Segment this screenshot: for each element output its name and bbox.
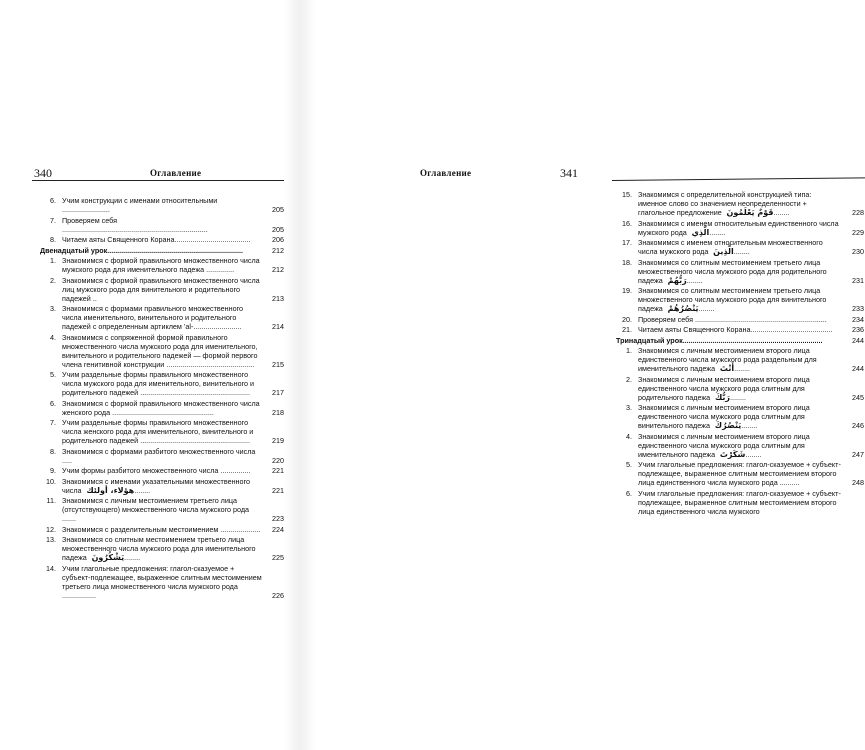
entry-text: Двенадцатый урок.................................................................... bbox=[40, 245, 243, 255]
entry-title bbox=[62, 496, 284, 523]
entry-page: 224 bbox=[272, 524, 284, 534]
leader-dots: ........ bbox=[709, 227, 726, 237]
toc-entry bbox=[40, 216, 284, 234]
toc-entry bbox=[616, 190, 864, 217]
entry-title bbox=[62, 564, 284, 600]
entry-number: 6. bbox=[50, 196, 56, 205]
entry-page: 229 bbox=[852, 227, 864, 237]
entry-title bbox=[62, 447, 284, 465]
arabic-example: يَنْصُرُهُمْ bbox=[664, 304, 699, 313]
entry-text: Знакомимся с формой правильного множественного числа лиц мужского рода для винительного и родительного падежей .. bbox=[62, 275, 260, 303]
entry-number: 8. bbox=[50, 235, 56, 244]
right-page bbox=[300, 0, 864, 750]
entry-number: 21. bbox=[622, 325, 632, 334]
entry-number: 15. bbox=[622, 190, 632, 199]
entry-title bbox=[638, 315, 864, 324]
entry-title bbox=[638, 489, 864, 516]
entry-number: 16. bbox=[622, 218, 632, 228]
entry-number: 2. bbox=[626, 374, 632, 384]
entry-number: 6. bbox=[626, 488, 632, 498]
entry-text: Знакомимся со слитным местоимением третьего лица множественного числа мужского рода для родительного падежа bbox=[638, 257, 827, 285]
entry-text: Тринадцатый урок...................................................................... bbox=[616, 335, 823, 345]
toc-entry bbox=[616, 346, 864, 373]
entry-page: 212 bbox=[272, 245, 284, 255]
page-number: 340 bbox=[34, 166, 52, 180]
entry-page: 236 bbox=[852, 325, 864, 334]
toc-entry bbox=[40, 564, 284, 600]
entry-text: Знакомимся с формой правильного множественного числа женского рода ................................................... bbox=[62, 398, 260, 417]
toc-entry bbox=[616, 286, 864, 313]
entry-title bbox=[638, 238, 864, 256]
entry-page: 234 bbox=[852, 314, 864, 324]
entry-number: 11. bbox=[46, 496, 56, 505]
entry-page: 205 bbox=[272, 205, 284, 214]
entry-number: 18. bbox=[622, 257, 632, 267]
entry-text: Знакомимся с формой правильного множественного числа мужского рода для именительного падежа .............. bbox=[62, 256, 260, 274]
toc-entry bbox=[40, 447, 284, 465]
entry-number: 20. bbox=[622, 314, 632, 324]
entry-text: Учим глагольные предложения: глагол-сказуемое + субъект-подлежащее, выраженное слитным местоимением третьего лица множественного числа мужского рода ................. bbox=[62, 563, 262, 600]
entry-page: 213 bbox=[272, 293, 284, 303]
entry-text: Учим раздельные формы правильного множественного числа мужского рода для именительного, винительного и родительного падежей ....................................................... bbox=[62, 370, 255, 397]
entry-title bbox=[40, 246, 284, 255]
entry-text: Учим глагольные предложения: глагол-сказуемое + субъект-подлежащее, выраженное слитным местоимением второго лица единственного числа мужского рода .......... bbox=[638, 460, 841, 487]
entry-title bbox=[62, 196, 284, 214]
entry-number: 2. bbox=[50, 275, 56, 285]
entry-text: Знакомимся со слитным местоимением третьего лица множественного числа мужского рода для винительного падежа bbox=[638, 286, 827, 313]
entry-number: 4. bbox=[626, 431, 632, 441]
leader-dots: ........ bbox=[730, 392, 747, 402]
left-page bbox=[0, 0, 300, 750]
page-gutter-shadow bbox=[300, 0, 316, 750]
entry-page: 223 bbox=[272, 514, 284, 523]
toc-entry bbox=[40, 399, 284, 417]
entry-text: Знакомимся с именами указательными множественного числа bbox=[62, 476, 250, 495]
entry-number: 12. bbox=[46, 524, 56, 534]
entry-page: 221 bbox=[272, 466, 284, 475]
entry-number: 7. bbox=[50, 418, 56, 427]
leader-dots: ........ bbox=[745, 449, 762, 459]
toc-entry bbox=[40, 535, 284, 562]
entry-page: 219 bbox=[272, 436, 284, 445]
entry-page: 214 bbox=[272, 322, 284, 331]
entry-title bbox=[638, 403, 864, 430]
arabic-example: أَنْتَ bbox=[717, 364, 735, 373]
toc-entry bbox=[616, 432, 864, 459]
leader-dots: ........ bbox=[773, 208, 790, 217]
entry-number: 10. bbox=[46, 476, 56, 486]
arabic-example: يَنْصُرُكَ bbox=[711, 421, 742, 430]
entry-title bbox=[62, 466, 284, 475]
entry-text: Знакомимся с личным местоимением второго лица единственного числа мужского рода раздельным для именительного падежа bbox=[638, 346, 817, 373]
entry-page: 248 bbox=[852, 478, 864, 487]
header-rule bbox=[32, 180, 284, 181]
entry-text: Знакомимся с формами правильного множественного числа именительного, винительного и родительного падежей с определенным артиклем ’al-........................ bbox=[62, 304, 244, 331]
toc-entry bbox=[40, 196, 284, 214]
entry-page: 244 bbox=[852, 364, 864, 373]
toc-lesson-heading bbox=[616, 336, 864, 345]
entry-number: 1. bbox=[50, 256, 56, 265]
arabic-example: شَكَرْتَ bbox=[717, 449, 746, 459]
entry-title bbox=[638, 346, 864, 373]
toc-entry bbox=[616, 238, 864, 256]
entry-number: 4. bbox=[50, 332, 56, 342]
entry-text: Знакомимся с определительной конструкцией типа: именное слово со значением неопределенности + глагольное предложение bbox=[638, 190, 812, 217]
entry-page: 215 bbox=[272, 359, 284, 369]
entry-number: 14. bbox=[46, 563, 56, 573]
entry-number: 3. bbox=[50, 304, 56, 313]
page-gutter-shadow bbox=[284, 0, 300, 750]
entry-page: 206 bbox=[272, 235, 284, 244]
leader-dots: ........ bbox=[741, 421, 758, 430]
entry-text: Проверяем себя ......................................................................... bbox=[62, 215, 208, 234]
entry-text: Знакомимся с разделительным местоимением .................... bbox=[62, 524, 261, 534]
entry-title bbox=[638, 219, 864, 237]
toc-entry bbox=[40, 276, 284, 303]
entry-text: Знакомимся с личным местоимением третьего лица (отсутствующего) множественного числа мужского рода ....... bbox=[62, 496, 250, 523]
entry-page: 217 bbox=[272, 388, 284, 397]
entry-title bbox=[62, 477, 284, 495]
entry-number: 1. bbox=[626, 346, 632, 355]
entry-number: 5. bbox=[626, 460, 632, 469]
entry-page: 245 bbox=[852, 392, 864, 402]
entry-page: 218 bbox=[272, 407, 284, 417]
entry-text: Учим раздельные формы правильного множественного числа женского рода для именительного, винительного и родительного падежей ....................................................... bbox=[62, 418, 254, 445]
leader-dots: ........ bbox=[733, 247, 750, 256]
toc-entry bbox=[40, 525, 284, 534]
toc-entry bbox=[616, 489, 864, 516]
entry-number: 9. bbox=[50, 466, 56, 475]
toc-entry bbox=[40, 370, 284, 397]
entry-title bbox=[62, 333, 284, 369]
leader-dots: ........ bbox=[124, 553, 141, 562]
entry-title bbox=[638, 460, 864, 487]
entry-title bbox=[62, 399, 284, 417]
entry-title bbox=[638, 286, 864, 313]
entry-text: Читаем аяты Священного Корана......................................... bbox=[638, 325, 833, 334]
leader-dots: ........ bbox=[734, 364, 751, 373]
entry-title bbox=[638, 375, 864, 402]
entry-title bbox=[638, 432, 864, 459]
entry-title bbox=[62, 535, 284, 562]
toc-list bbox=[616, 190, 864, 517]
page-number: 341 bbox=[560, 166, 578, 180]
entry-title bbox=[62, 216, 284, 234]
toc-entry bbox=[40, 477, 284, 495]
toc-entry bbox=[40, 418, 284, 445]
toc-entry bbox=[40, 256, 284, 274]
toc-entry bbox=[40, 304, 284, 331]
entry-title bbox=[638, 190, 864, 217]
leader-dots: ........ bbox=[134, 485, 151, 495]
toc-list bbox=[40, 196, 284, 601]
entry-title bbox=[62, 370, 284, 397]
entry-title bbox=[62, 304, 284, 331]
entry-title bbox=[62, 235, 284, 244]
entry-text: Знакомимся с формами разбитого множественного числа ..... bbox=[62, 446, 256, 465]
entry-title bbox=[638, 258, 864, 285]
entry-title bbox=[62, 276, 284, 303]
entry-text: Учим конструкции с именами относительными ........................ bbox=[62, 196, 218, 214]
running-head: Оглавление bbox=[420, 168, 472, 178]
toc-lesson-heading bbox=[40, 246, 284, 255]
entry-text: Знакомимся со слитным местоимением третьего лица множественного числа мужского рода для именительного падежа bbox=[62, 535, 256, 562]
entry-page: 244 bbox=[852, 335, 864, 345]
entry-number: 5. bbox=[50, 370, 56, 379]
entry-page: 220 bbox=[272, 455, 284, 465]
arabic-example: رَبُّهُمْ bbox=[664, 275, 687, 285]
entry-number: 8. bbox=[50, 446, 56, 456]
entry-title bbox=[62, 256, 284, 274]
entry-page: 212 bbox=[272, 265, 284, 274]
running-head: Оглавление bbox=[150, 168, 202, 178]
entry-number: 19. bbox=[622, 286, 632, 295]
entry-page: 233 bbox=[852, 304, 864, 313]
entry-title bbox=[62, 525, 284, 534]
entry-text: Учим глагольные предложения: глагол-сказуемое + субъект-подлежащее, выраженное слитным местоимением второго лица единственного числа мужского bbox=[638, 488, 841, 516]
leader-dots: ........ bbox=[698, 304, 715, 313]
entry-page: 246 bbox=[852, 421, 864, 430]
entry-title bbox=[616, 336, 864, 345]
entry-text: Проверяем себя .................................................................. bbox=[638, 314, 827, 324]
entry-text: Знакомимся с личным местоимением второго лица единственного числа мужского рода слитным для родительного падежа bbox=[638, 374, 810, 402]
entry-number: 6. bbox=[50, 398, 56, 408]
entry-number: 17. bbox=[622, 238, 632, 247]
entry-text: Знакомимся с именем относительным множественного числа мужского рода bbox=[638, 238, 823, 256]
header-rule bbox=[612, 177, 865, 181]
toc-entry bbox=[40, 496, 284, 523]
arabic-example: قَوْمٌ يَعْلَمُونَ bbox=[723, 208, 774, 217]
entry-title bbox=[638, 325, 864, 334]
arabic-example: يَشْكُرُونَ bbox=[88, 553, 125, 562]
leader-dots: ........ bbox=[686, 275, 703, 285]
entry-text: Знакомимся с личным местоимением второго лица единственного числа мужского рода слитным для винительного падежа bbox=[638, 403, 810, 430]
entry-page: 225 bbox=[272, 553, 284, 562]
toc-entry bbox=[40, 333, 284, 369]
arabic-example: رَبُّكَ bbox=[712, 392, 731, 402]
toc-entry bbox=[616, 315, 864, 324]
entry-text: Знакомимся с личным местоимением второго лица единственного числа мужского рода слитным для именительного падежа bbox=[638, 431, 810, 459]
entry-number: 13. bbox=[46, 535, 56, 544]
entry-page: 228 bbox=[852, 208, 864, 217]
toc-entry bbox=[40, 466, 284, 475]
entry-page: 205 bbox=[272, 224, 284, 234]
entry-text: Знакомимся с сопряженной формой правильного множественного числа мужского рода для именительного, винительного и родительного падежей — формой первого члена генитивной конструкции ............................................ bbox=[62, 332, 258, 369]
arabic-example: هؤلاء، أولئك bbox=[83, 485, 135, 495]
toc-entry bbox=[616, 460, 864, 487]
entry-text: Читаем аяты Священного Корана...................................... bbox=[62, 235, 251, 244]
entry-page: 221 bbox=[272, 485, 284, 495]
toc-entry bbox=[616, 375, 864, 402]
entry-number: 3. bbox=[626, 403, 632, 412]
entry-text: Учим формы разбитого множественного числа ............... bbox=[62, 466, 251, 475]
entry-page: 247 bbox=[852, 449, 864, 459]
arabic-example: الَّذِي bbox=[688, 227, 710, 237]
entry-page: 230 bbox=[852, 247, 864, 256]
toc-entry bbox=[616, 403, 864, 430]
entry-page: 226 bbox=[272, 590, 284, 600]
arabic-example: الَّذِينَ bbox=[710, 247, 734, 256]
entry-number: 7. bbox=[50, 215, 56, 225]
entry-text: Знакомимся с именем относительным единственного числа мужского рода bbox=[638, 218, 839, 237]
toc-entry bbox=[616, 258, 864, 285]
entry-title bbox=[62, 418, 284, 445]
toc-entry bbox=[40, 235, 284, 244]
toc-entry bbox=[616, 219, 864, 237]
toc-entry bbox=[616, 325, 864, 334]
entry-page: 231 bbox=[852, 275, 864, 285]
